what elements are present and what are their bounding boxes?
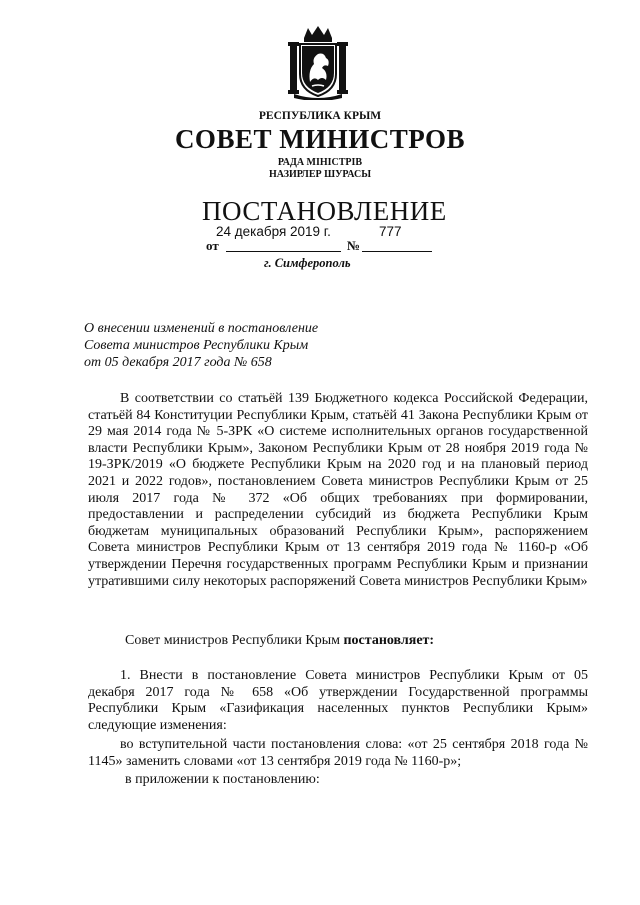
republic-name: РЕСПУБЛИКА КРЫМ: [258, 110, 382, 122]
number-label: №: [347, 238, 361, 253]
intro-change-paragraph: во вступительной части постановления слова: «от 25 сентября 2018 года № 1145» заменить словами «от 13 сентября 2019 года № 1160-р»;: [88, 737, 588, 769]
clause-1-paragraph: 1. Внести в постановление Совета министров Республики Крым от 05 декабря 2017 года № 658 «Об утверждении Государственной программы Республики Крым «Газификация населенных пунктов Республики Крым» следующие изменения:: [88, 668, 588, 733]
preamble-paragraph: В соответствии со статьёй 139 Бюджетного кодекса Российской Федерации, статьёй 84 Конституции Республики Крым, статьёй 41 Закона Республики Крым от 29 мая 2014 года № 5-ЗРК «О системе исполнительных органов государственной власти Республики Крым», Законом Республики Крым от 28 ноября 2019 года № 19-ЗРК/2019 «О бюджете Республики Крым на 2020 год и на плановый период 2021 и 2022 годов», постановлением Совета министров Республики Крым от 25 июля 2017 года № 372 «Об общих требованиях при формировании, предоставлении и распределении субсидий из бюджета Республики Крым бюджетам муниципальных образований Республики Крым», распоряжением Совета министров Республики Крым от 13 сентября 2019 года № 1160-р «Об утверждении Перечня государственных программ Республики Крым и признании утратившими силу некоторых распоряжений Совета министров Республики Крым»: [88, 391, 588, 589]
decree-date: 24 декабря 2019 г.: [216, 224, 331, 239]
subject-line-3: от 05 декабря 2017 года № 658: [84, 355, 272, 370]
resolution-paragraph: [88, 633, 588, 650]
subject-line-1: О внесении изменений в постановление: [84, 321, 319, 336]
date-label: от: [206, 238, 219, 253]
decree-subject: [84, 320, 318, 371]
nazirler-text: НАЗИРЛЕР ШУРАСЫ: [268, 169, 372, 180]
document-type-title: ПОСТАНОВЛЕНИЕ: [202, 196, 447, 226]
crimea-coat-of-arms-icon: [288, 24, 348, 100]
subject-line-2: Совета министров Республики Крым: [84, 338, 309, 353]
council-name-translations: [0, 157, 640, 181]
date-underline: [226, 251, 341, 252]
council-name: СОВЕТ МИНИСТРОВ: [174, 124, 466, 154]
appendix-change-paragraph: в приложении к постановлению:: [125, 772, 320, 787]
city-name: г. Симферополь: [264, 256, 351, 270]
resolution-text: Совет министров Республики Крым: [125, 633, 344, 648]
decree-number: 777: [379, 224, 402, 239]
rada-text: РАДА МІНІСТРІВ: [277, 157, 363, 168]
resolution-verb: постановляет:: [343, 633, 435, 648]
number-underline: [362, 251, 432, 252]
